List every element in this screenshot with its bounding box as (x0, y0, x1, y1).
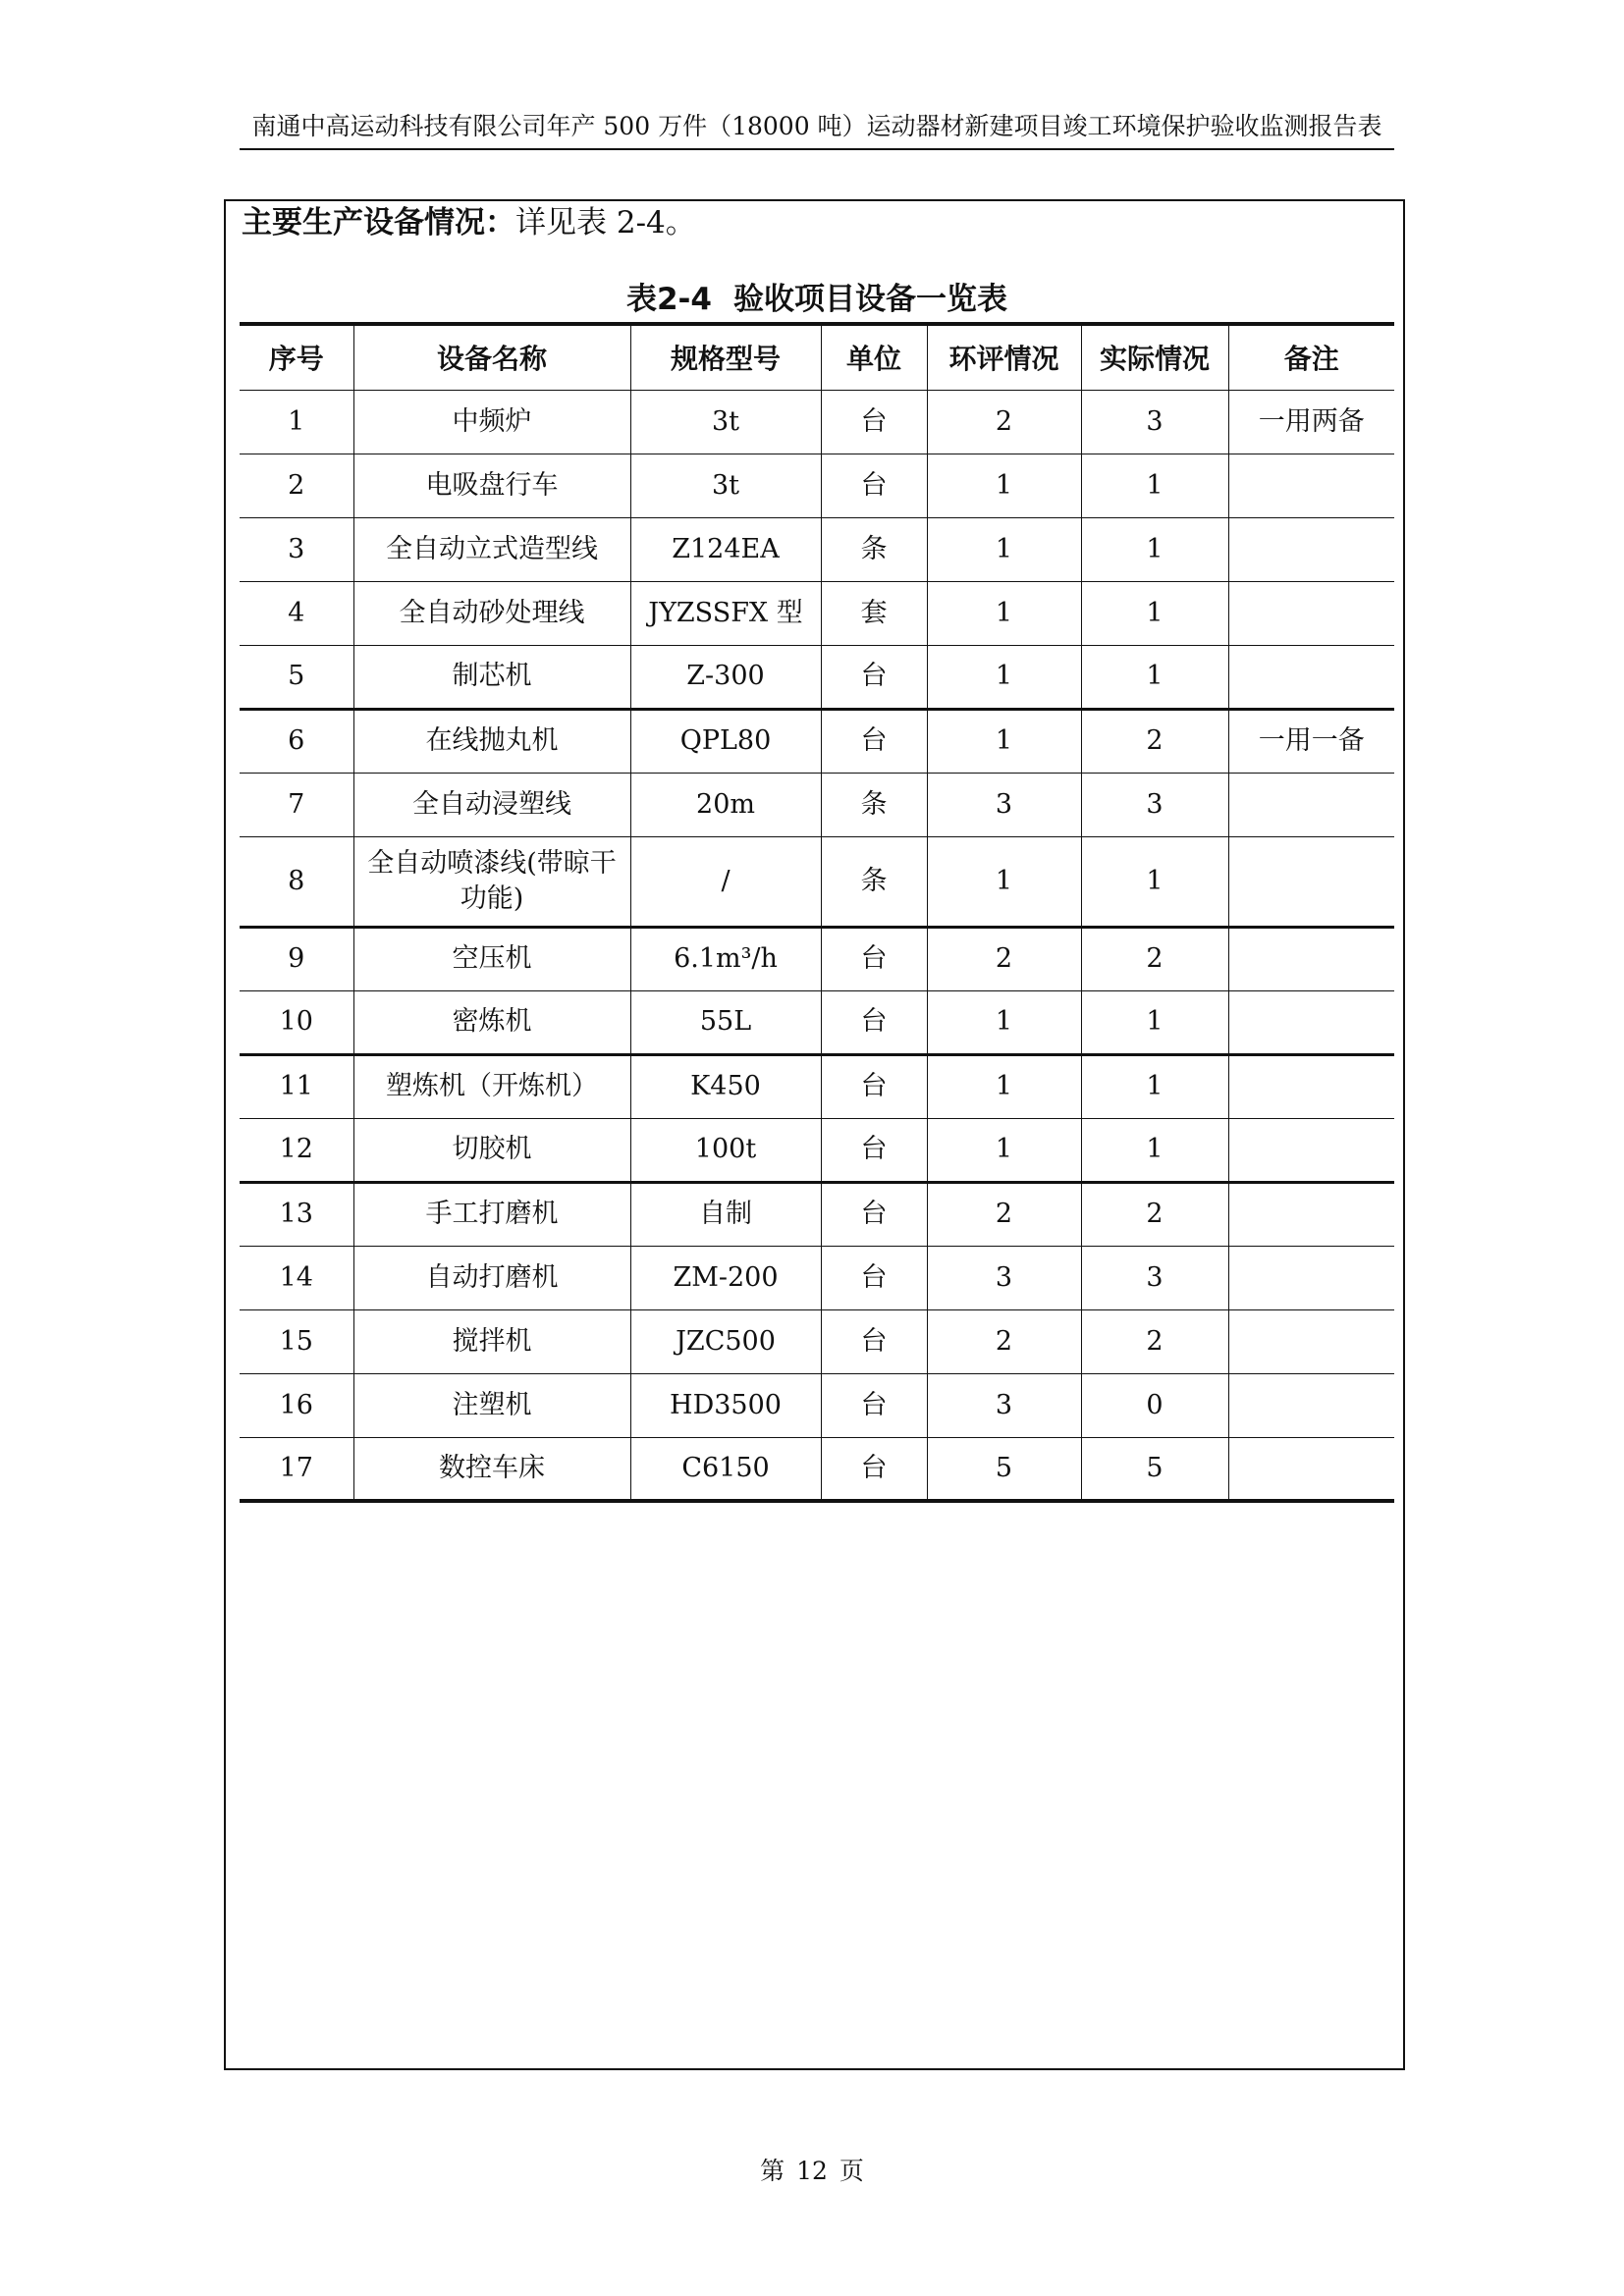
cell-model: 100t (630, 1118, 821, 1182)
cell-eia-count: 1 (927, 517, 1081, 581)
cell-actual-count: 1 (1081, 1054, 1228, 1118)
table-row (240, 990, 1394, 1054)
cell-name: 空压机 (353, 927, 630, 990)
page-number-suffix: 页 (839, 2157, 864, 2185)
cell-index: 8 (240, 836, 353, 927)
cell-index: 9 (240, 927, 353, 990)
cell-eia-count: 3 (927, 773, 1081, 836)
cell-index: 6 (240, 709, 353, 773)
cell-index: 12 (240, 1118, 353, 1182)
cell-model: 6.1m³/h (630, 927, 821, 990)
header-cell: 备注 (1228, 324, 1394, 390)
cell-eia-count: 1 (927, 1118, 1081, 1182)
cell-unit: 台 (821, 454, 927, 517)
cell-eia-count: 1 (927, 581, 1081, 645)
cell-index: 16 (240, 1373, 353, 1437)
cell-unit: 台 (821, 1373, 927, 1437)
cell-model: 3t (630, 454, 821, 517)
cell-index: 11 (240, 1054, 353, 1118)
cell-remark: 一用两备 (1228, 390, 1394, 454)
cell-unit: 台 (821, 1182, 927, 1246)
cell-remark (1228, 990, 1394, 1054)
header-cell: 规格型号 (630, 324, 821, 390)
cell-name: 在线抛丸机 (353, 709, 630, 773)
table-number: 表2-4 (625, 282, 712, 317)
cell-name: 密炼机 (353, 990, 630, 1054)
cell-name: 注塑机 (353, 1373, 630, 1437)
cell-actual-count: 1 (1081, 454, 1228, 517)
cell-actual-count: 1 (1081, 836, 1228, 927)
section-label: 主要生产设备情况： (242, 205, 515, 240)
cell-eia-count: 5 (927, 1437, 1081, 1501)
table-row (240, 390, 1394, 454)
cell-name: 全自动砂处理线 (353, 581, 630, 645)
header-cell: 单位 (821, 324, 927, 390)
cell-eia-count: 1 (927, 1054, 1081, 1118)
table-row (240, 709, 1394, 773)
cell-unit: 台 (821, 1118, 927, 1182)
cell-name: 制芯机 (353, 645, 630, 709)
cell-model: JZC500 (630, 1309, 821, 1373)
cell-eia-count: 1 (927, 709, 1081, 773)
cell-unit: 台 (821, 645, 927, 709)
cell-remark (1228, 773, 1394, 836)
cell-actual-count: 3 (1081, 773, 1228, 836)
table-caption (240, 278, 1394, 321)
cell-name: 手工打磨机 (353, 1182, 630, 1246)
cell-actual-count: 5 (1081, 1437, 1228, 1501)
cell-unit: 台 (821, 927, 927, 990)
cell-index: 1 (240, 390, 353, 454)
cell-name: 全自动喷漆线(带晾干功能) (353, 836, 630, 927)
cell-remark (1228, 1182, 1394, 1246)
cell-name: 电吸盘行车 (353, 454, 630, 517)
cell-unit: 台 (821, 390, 927, 454)
cell-model: Z-300 (630, 645, 821, 709)
cell-actual-count: 1 (1081, 1118, 1228, 1182)
cell-actual-count: 3 (1081, 1246, 1228, 1309)
table-row (240, 517, 1394, 581)
cell-model: ZM-200 (630, 1246, 821, 1309)
cell-unit: 台 (821, 1309, 927, 1373)
table-row (240, 773, 1394, 836)
cell-remark (1228, 1246, 1394, 1309)
cell-eia-count: 3 (927, 1246, 1081, 1309)
cell-model: Z124EA (630, 517, 821, 581)
table-title: 验收项目设备一览表 (733, 282, 1007, 317)
cell-remark (1228, 1373, 1394, 1437)
running-header: 南通中高运动科技有限公司年产 500 万件（18000 吨）运动器材新建项目竣工环境保护验收监测报告表 (251, 112, 1382, 140)
cell-index: 14 (240, 1246, 353, 1309)
header-cell: 序号 (240, 324, 353, 390)
cell-remark (1228, 645, 1394, 709)
cell-index: 4 (240, 581, 353, 645)
page-number-value: 12 (796, 2157, 828, 2185)
cell-model: 55L (630, 990, 821, 1054)
cell-name: 塑炼机（开炼机） (353, 1054, 630, 1118)
cell-index: 15 (240, 1309, 353, 1373)
section-intro (242, 200, 696, 245)
cell-remark (1228, 927, 1394, 990)
header-cell: 环评情况 (927, 324, 1081, 390)
cell-actual-count: 1 (1081, 990, 1228, 1054)
cell-remark (1228, 517, 1394, 581)
cell-name: 数控车床 (353, 1437, 630, 1501)
cell-name: 全自动立式造型线 (353, 517, 630, 581)
cell-model: 3t (630, 390, 821, 454)
cell-unit: 台 (821, 1054, 927, 1118)
table-header-row (240, 324, 1394, 390)
cell-index: 5 (240, 645, 353, 709)
table-row (240, 836, 1394, 927)
cell-unit: 条 (821, 517, 927, 581)
table-row (240, 1373, 1394, 1437)
equipment-table (240, 322, 1394, 1503)
header-cell: 实际情况 (1081, 324, 1228, 390)
table-row (240, 1054, 1394, 1118)
cell-remark (1228, 1054, 1394, 1118)
table-row (240, 1118, 1394, 1182)
cell-model: QPL80 (630, 709, 821, 773)
cell-actual-count: 2 (1081, 1309, 1228, 1373)
cell-model: 自制 (630, 1182, 821, 1246)
cell-eia-count: 2 (927, 390, 1081, 454)
cell-remark (1228, 836, 1394, 927)
cell-actual-count: 2 (1081, 927, 1228, 990)
cell-remark (1228, 1437, 1394, 1501)
cell-eia-count: 2 (927, 1182, 1081, 1246)
cell-actual-count: 2 (1081, 1182, 1228, 1246)
cell-eia-count: 1 (927, 454, 1081, 517)
cell-unit: 条 (821, 836, 927, 927)
cell-index: 13 (240, 1182, 353, 1246)
cell-model: HD3500 (630, 1373, 821, 1437)
cell-remark (1228, 1118, 1394, 1182)
cell-name: 切胶机 (353, 1118, 630, 1182)
page-number-prefix: 第 (760, 2157, 785, 2185)
cell-index: 10 (240, 990, 353, 1054)
cell-actual-count: 1 (1081, 517, 1228, 581)
table-row (240, 581, 1394, 645)
cell-actual-count: 1 (1081, 645, 1228, 709)
cell-actual-count: 0 (1081, 1373, 1228, 1437)
cell-actual-count: 3 (1081, 390, 1228, 454)
cell-model: / (630, 836, 821, 927)
cell-unit: 台 (821, 1437, 927, 1501)
cell-index: 17 (240, 1437, 353, 1501)
cell-model: C6150 (630, 1437, 821, 1501)
cell-eia-count: 2 (927, 1309, 1081, 1373)
table-row (240, 927, 1394, 990)
cell-remark (1228, 454, 1394, 517)
cell-model: JYZSSFX 型 (630, 581, 821, 645)
table-row (240, 1246, 1394, 1309)
cell-eia-count: 1 (927, 645, 1081, 709)
table-row (240, 1437, 1394, 1501)
cell-name: 全自动浸塑线 (353, 773, 630, 836)
cell-unit: 台 (821, 1246, 927, 1309)
cell-model: K450 (630, 1054, 821, 1118)
header-rule (240, 148, 1394, 150)
cell-index: 7 (240, 773, 353, 836)
cell-remark: 一用一备 (1228, 709, 1394, 773)
cell-index: 2 (240, 454, 353, 517)
table-row (240, 1182, 1394, 1246)
cell-name: 搅拌机 (353, 1309, 630, 1373)
header-cell: 设备名称 (353, 324, 630, 390)
table-row (240, 454, 1394, 517)
table-row (240, 1309, 1394, 1373)
cell-eia-count: 1 (927, 990, 1081, 1054)
cell-eia-count: 1 (927, 836, 1081, 927)
cell-unit: 套 (821, 581, 927, 645)
cell-index: 3 (240, 517, 353, 581)
page-number (0, 2152, 1624, 2187)
section-text: 详见表 2-4。 (515, 205, 696, 240)
table-row (240, 645, 1394, 709)
cell-remark (1228, 1309, 1394, 1373)
cell-unit: 条 (821, 773, 927, 836)
cell-actual-count: 1 (1081, 581, 1228, 645)
cell-remark (1228, 581, 1394, 645)
cell-eia-count: 2 (927, 927, 1081, 990)
cell-unit: 台 (821, 990, 927, 1054)
cell-model: 20m (630, 773, 821, 836)
cell-name: 中频炉 (353, 390, 630, 454)
cell-actual-count: 2 (1081, 709, 1228, 773)
cell-name: 自动打磨机 (353, 1246, 630, 1309)
cell-eia-count: 3 (927, 1373, 1081, 1437)
cell-unit: 台 (821, 709, 927, 773)
